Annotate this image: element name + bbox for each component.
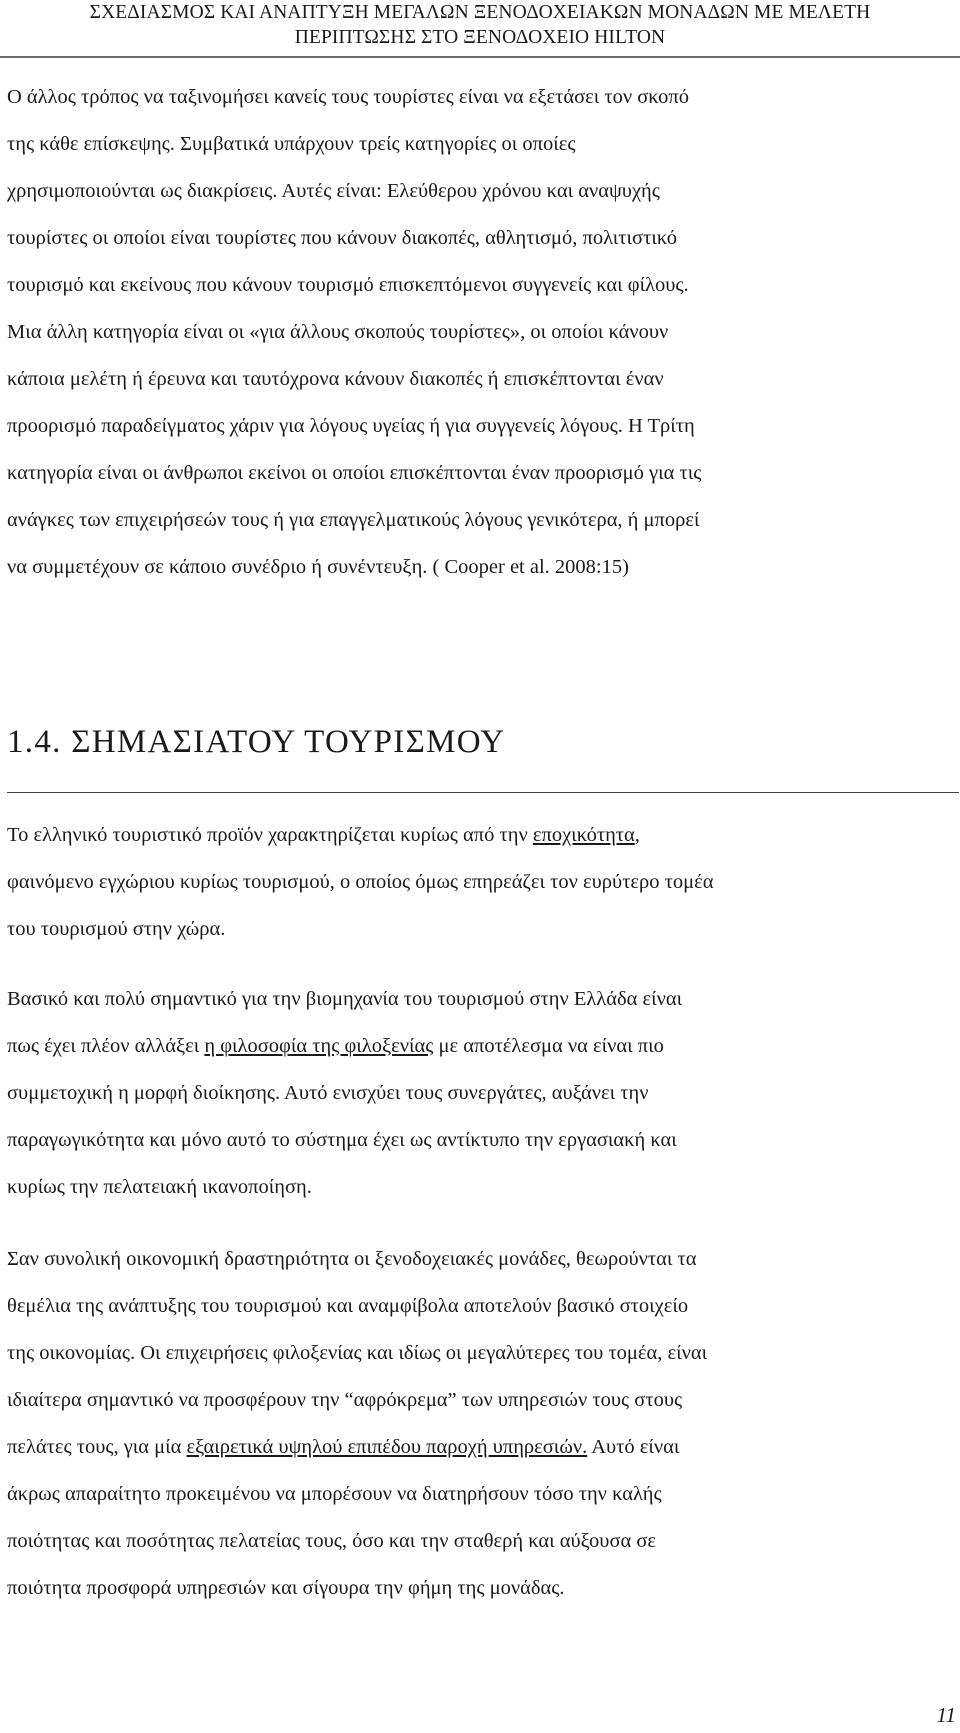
text-line bbox=[7, 1424, 942, 1471]
text-line: συμμετοχική η μορφή διοίκησης. Αυτό ενισχύει τους συνεργάτες, αυξάνει την bbox=[7, 1082, 649, 1104]
underlined-term-philosophy: η φιλοσοφία της φιλοξενίας bbox=[204, 1035, 434, 1057]
text-line: προορισμό παραδείγματος χάριν για λόγους υγείας ή για συγγενείς λόγους. Η Τρίτη bbox=[7, 415, 695, 437]
text-line: παραγωγικότητα και μόνο αυτό το σύστημα έχει ως αντίκτυπο την εργασιακή και bbox=[7, 1129, 677, 1151]
paragraph-hospitality-philosophy bbox=[7, 976, 942, 1211]
text-line: άκρως απαραίτητο προκειμένου να μπορέσουν να διατηρήσουν τόσο την καλής bbox=[7, 1483, 662, 1505]
header-divider bbox=[0, 56, 960, 58]
text-line: της οικονομίας. Οι επιχειρήσεις φιλοξενίας και ιδίως οι μεγαλύτερες του τομέα, είναι bbox=[7, 1342, 708, 1364]
text-segment: με αποτέλεσμα να είναι πιο bbox=[433, 1035, 664, 1057]
paragraph-body bbox=[7, 1236, 942, 1612]
underlined-term-service-level: εξαιρετικά υψηλού επιπέδου παροχή υπηρεσιών. bbox=[186, 1436, 588, 1458]
text-line: Βασικό και πολύ σημαντικό για την βιομηχανία του τουρισμού στην Ελλάδα είναι bbox=[7, 988, 683, 1010]
running-header-line-1: ΣΧΕΔΙΑΣΜΟΣ ΚΑΙ ΑΝΑΠΤΥΞΗ ΜΕΓΑΛΩΝ ΞΕΝΟΔΟΧΕΙΑΚΩΝ ΜΟΝΑΔΩΝ ΜΕ ΜΕΛΕΤΗ bbox=[89, 2, 871, 23]
paragraph-body bbox=[7, 812, 942, 953]
underlined-term-seasonality: εποχικότητα bbox=[532, 824, 635, 846]
text-line: ποιότητας και ποσότητας πελατείας τους, όσο και την σταθερή και αύξουσα σε bbox=[7, 1530, 657, 1552]
text-line: του τουρισμού στην χώρα. bbox=[7, 918, 226, 940]
paragraph-seasonality bbox=[7, 812, 942, 953]
text-line: φαινόμενο εγχώριου κυρίως τουρισμού, ο οποίος όμως επηρεάζει τον ευρύτερο τομέα bbox=[7, 871, 714, 893]
text-line: να συμμετέχουν σε κάποιο συνέδριο ή συνέντευξη. ( Cooper et al. 2008:15) bbox=[7, 556, 629, 578]
text-line bbox=[7, 812, 942, 859]
text-line: Ο άλλος τρόπος να ταξινομήσει κανείς τους τουρίστες είναι να εξετάσει τον σκοπό bbox=[7, 86, 690, 108]
text-line: τουρίστες οι οποίοι είναι τουρίστες που κάνουν διακοπές, αθλητισμό, πολιτιστικό bbox=[7, 227, 677, 249]
text-line bbox=[7, 1023, 942, 1070]
text-line: κάποια μελέτη ή έρευνα και ταυτόχρονα κάνουν διακοπές ή επισκέπτονται έναν bbox=[7, 368, 664, 390]
paragraph-body bbox=[7, 74, 942, 591]
paragraph-hotel-economy bbox=[7, 1236, 942, 1612]
text-line: Μια άλλη κατηγορία είναι οι «για άλλους σκοπούς τουρίστες», οι οποίοι κάνουν bbox=[7, 321, 669, 343]
text-segment: πως έχει πλέον αλλάξει bbox=[7, 1035, 205, 1057]
text-segment: , bbox=[634, 824, 640, 846]
text-line: χρησιμοποιούνται ως διακρίσεις. Αυτές είναι: Ελεύθερου χρόνου και αναψυχής bbox=[7, 180, 660, 202]
paragraph-tourist-purpose bbox=[7, 74, 942, 591]
page-number: 11 bbox=[936, 1703, 956, 1727]
text-line: της κάθε επίσκεψης. Συμβατικά υπάρχουν τρείς κατηγορίες οι οποίες bbox=[7, 133, 576, 155]
text-line: ιδιαίτερα σημαντικό να προσφέρουν την “αφρόκρεμα” των υπηρεσιών τους στους bbox=[7, 1389, 683, 1411]
heading-divider bbox=[7, 792, 959, 793]
text-line: ανάγκες των επιχειρήσεών τους ή για επαγγελματικούς λόγους γενικότερα, ή μπορεί bbox=[7, 509, 700, 531]
text-line: κυρίως την πελατειακή ικανοποίηση. bbox=[7, 1176, 312, 1198]
section-heading: 1.4. ΣΗΜΑΣΙΑΤΟΥ ΤΟΥΡΙΣΜΟΥ bbox=[7, 724, 506, 760]
text-segment: πελάτες τους, για μία bbox=[7, 1436, 187, 1458]
text-line: Σαν συνολική οικονομική δραστηριότητα οι ξενοδοχειακές μονάδες, θεωρούνται τα bbox=[7, 1248, 697, 1270]
text-line: ποιότητα προσφορά υπηρεσιών και σίγουρα την φήμη της μονάδας. bbox=[7, 1577, 565, 1599]
text-line: θεμέλια της ανάπτυξης του τουρισμού και αναμφίβολα αποτελούν βασικό στοιχείο bbox=[7, 1295, 689, 1317]
text-segment: Το ελληνικό τουριστικό προϊόν χαρακτηρίζεται κυρίως από την bbox=[7, 824, 533, 846]
running-header bbox=[0, 0, 960, 50]
running-header-line-2: ΠΕΡΙΠΤΩΣΗΣ ΣΤΟ ΞΕΝΟΔΟΧΕΙΟ HILTON bbox=[294, 27, 666, 48]
text-segment: Αυτό είναι bbox=[587, 1436, 680, 1458]
text-line: κατηγορία είναι οι άνθρωποι εκείνοι οι οποίοι επισκέπτονται έναν προορισμό για τις bbox=[7, 462, 702, 484]
text-line: τουρισμό και εκείνους που κάνουν τουρισμό επισκεπτόμενοι συγγενείς και φίλους. bbox=[7, 274, 689, 296]
paragraph-body bbox=[7, 976, 942, 1211]
